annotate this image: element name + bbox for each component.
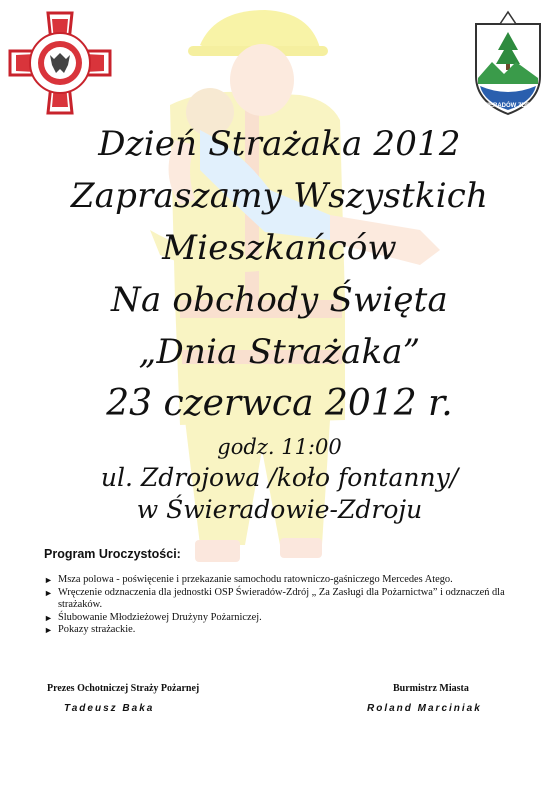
signature-name-right: Roland Marciniak [367, 703, 482, 714]
program-item [44, 587, 540, 612]
event-time: godz. 11:00 [217, 435, 342, 459]
headline-line-3: Mieszkańców [162, 228, 397, 268]
program-item [44, 574, 540, 587]
fire-brigade-emblem-icon [8, 10, 112, 116]
arrow-bullet-icon: ► [44, 575, 53, 585]
program-item-text: Pokazy strażackie. [58, 624, 136, 635]
poster-headline [0, 118, 559, 526]
program-heading: Program Uroczystości: [44, 547, 181, 561]
headline-line-1: Dzień Strażaka 2012 [98, 124, 461, 164]
coat-of-arms-label: ŚWIERADÓW ZDRÓJ [477, 103, 539, 109]
event-location-line-2: w Świeradowie-Zdroju [136, 495, 423, 524]
event-location-line-1: ul. Zdrojowa /koło fontanny/ [100, 463, 459, 492]
program-item-text: Msza polowa - poświęcenie i przekazanie samochodu ratowniczo-gaśniczego Mercedes Atego. [58, 574, 453, 585]
event-date: 23 czerwca 2012 r. [106, 383, 453, 424]
arrow-bullet-icon: ► [44, 587, 53, 598]
signature-name-left: Tadeusz Baka [64, 703, 155, 714]
headline-line-5: „Dnia Strażaka” [138, 332, 421, 372]
program-item-text: Wręczenie odznaczenia dla jednostki OSP Świeradów-Zdrój „ Za Zasługi dla Pożarnictwa” i odznaczeń dla strażaków. [58, 586, 505, 610]
headline-line-2: Zapraszamy Wszystkich [70, 176, 489, 216]
headline-line-4: Na obchody Święta [111, 280, 448, 320]
program-list [44, 574, 540, 637]
program-item [44, 612, 540, 625]
program-item-text: Ślubowanie Młodzieżowej Drużyny Pożarniczej. [58, 611, 262, 623]
arrow-bullet-icon: ► [44, 612, 53, 623]
town-coat-of-arms-icon [466, 6, 550, 118]
program-item [44, 624, 540, 637]
signature-title-right: Burmistrz Miasta [393, 683, 469, 694]
arrow-bullet-icon: ► [44, 625, 53, 635]
signature-title-left: Prezes Ochotniczej Straży Pożarnej [47, 683, 200, 694]
